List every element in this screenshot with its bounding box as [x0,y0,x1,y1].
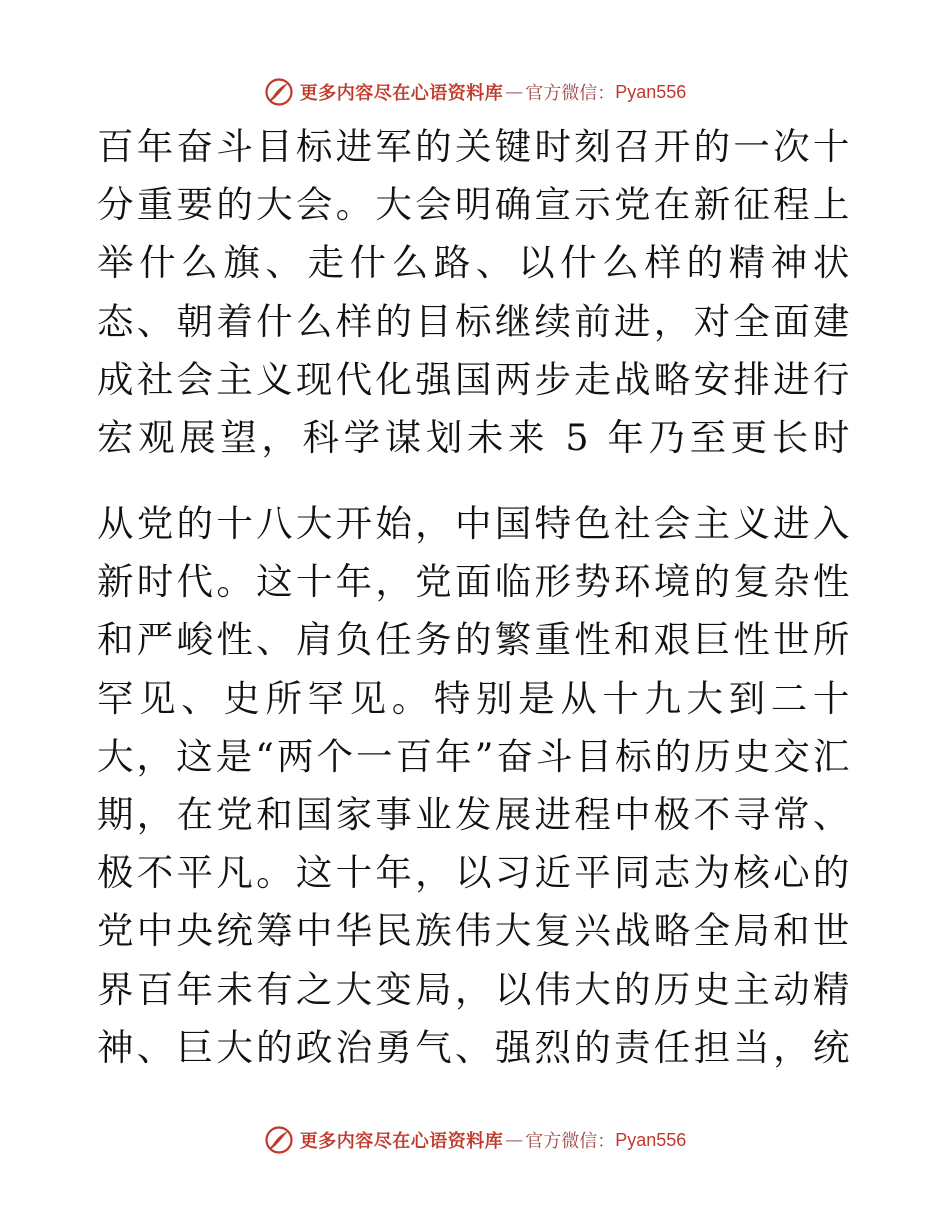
watermark-wechat-label: 官方微信： [525,1131,616,1152]
watermark-dash: — [505,81,524,103]
watermark-title: 更多内容尽在心语资料库 [299,83,504,104]
footer-watermark [0,1120,950,1160]
header-watermark [0,72,950,112]
watermark-dash: — [505,1129,524,1151]
watermark-wechat-label: 官方微信： [525,83,616,104]
watermark-wechat-id: Pyan556 [615,81,687,102]
quill-seal-icon [264,77,294,107]
watermark-wechat-id: Pyan556 [615,1129,687,1150]
quill-seal-icon [264,1125,294,1155]
document-body [97,118,852,1077]
watermark-title: 更多内容尽在心语资料库 [299,1131,504,1152]
paragraph-2: 从党的十八大开始，中国特色社会主义进入新时代。这十年，党面临形势环境的复杂性和严峻性、肩负任务的繁重性和艰巨性世所罕见、史所罕见。特别是从十九大到二十大，这是“两个一百年”奋斗目标的历史交汇期，在党和国家事业发展进程中极不寻常、极不平凡。这十年，以习近平同志为核心的党中央统筹中华民族伟大复兴战略全局和世界百年未有之大变局，以伟大的历史主动精神、巨大的政治勇气、强烈的责任担当，统 [97,502,852,1069]
paragraph-1: 百年奋斗目标进军的关键时刻召开的一次十分重要的大会。大会明确宣示党在新征程上举什么旗、走什么路、以什么样的精神状态、朝着什么样的目标继续前进，对全面建成社会主义现代化强国两步走战略安排进行宏观展望，科学谋划未来 5 年乃至更长时 [97,125,852,460]
